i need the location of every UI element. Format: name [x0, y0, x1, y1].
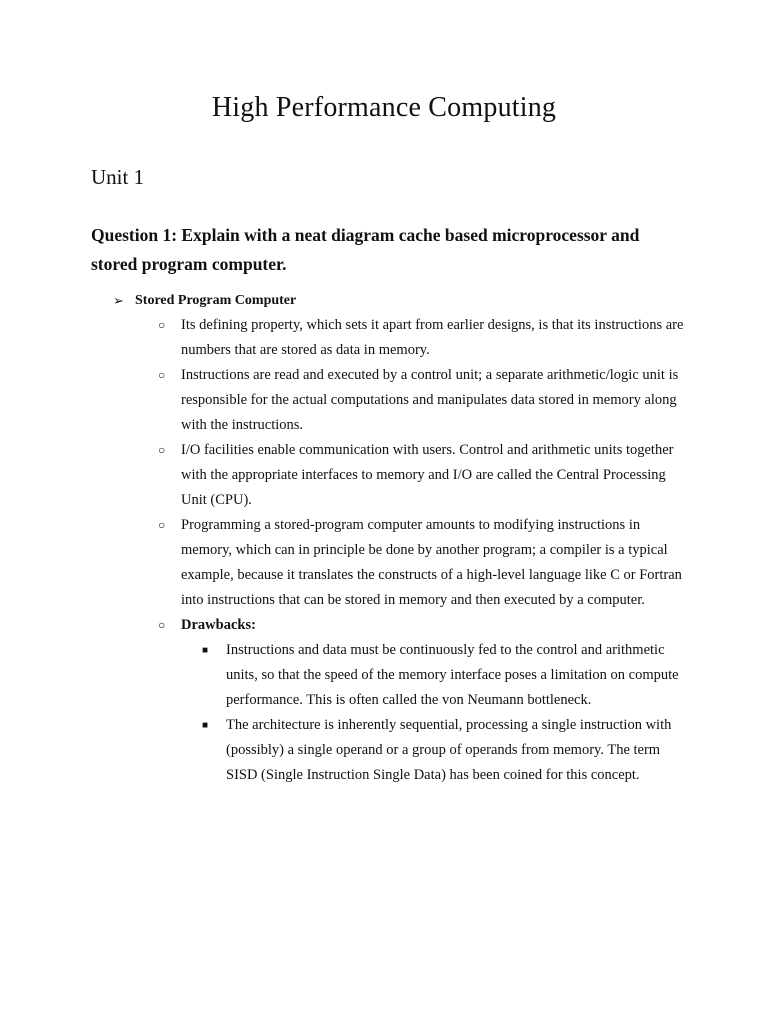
square-bullet-icon: ■: [202, 645, 209, 656]
list-item-text: Instructions are read and executed by a control unit; a separate arithmetic/logic unit is responsible for the actual computations and manipulates data stored in memory along with the instructions.: [181, 367, 679, 433]
answer-content: [91, 288, 691, 788]
list-item-text: The architecture is inherently sequential, processing a single instruction with (possibly) a single operand or a group of operands from memory. The term SISD (Single Instruction Single Data) has been coined for this concept.: [226, 717, 672, 783]
list-item-text: Instructions and data must be continuously fed to the control and arithmetic units, so that the speed of the memory interface poses a limitation on compute performance. This is often called the von Neumann bottleneck.: [226, 642, 679, 708]
list-item-text: Its defining property, which sets it apart from earlier designs, is that its instructions are numbers that are stored as data in memory.: [181, 317, 684, 358]
question-heading: Question 1: Explain with a neat diagram cache based microprocessor and stored program computer.: [91, 225, 640, 274]
list-item-stored-program-computer: [91, 288, 691, 788]
drawbacks-label: Drawbacks:: [181, 617, 256, 633]
top-level-list: [91, 288, 691, 788]
circle-bullet-icon: ○: [158, 368, 166, 382]
list-item: [181, 713, 691, 788]
unit-heading: Unit 1: [91, 165, 145, 189]
sub-list: [135, 313, 691, 788]
list-item: [135, 438, 691, 513]
drawbacks-list: [181, 638, 691, 788]
list-item-text: I/O facilities enable communication with users. Control and arithmetic units together with the appropriate interfaces to memory and I/O are called the Central Processing Unit (CPU).: [181, 442, 674, 508]
circle-bullet-icon: ○: [158, 518, 166, 532]
circle-bullet-icon: ○: [158, 318, 166, 332]
list-item-text: Programming a stored-program computer amounts to modifying instructions in memory, which can in principle be done by another program; a compiler is a typical example, because it translates the constructs of a high-level language like C or Fortran into instructions that can be stored in memory and then executed by a computer.: [181, 517, 682, 608]
circle-bullet-icon: ○: [158, 443, 166, 457]
section-heading: Stored Program Computer: [135, 293, 297, 308]
list-item: [181, 638, 691, 713]
document-title: High Performance Computing: [211, 92, 557, 123]
list-item: [135, 313, 691, 363]
circle-bullet-icon: ○: [158, 618, 166, 632]
list-item: [135, 513, 691, 613]
square-bullet-icon: ■: [202, 720, 209, 731]
list-item-drawbacks: [135, 613, 691, 788]
arrow-bullet-icon: ➢: [113, 293, 124, 308]
list-item: [135, 363, 691, 438]
